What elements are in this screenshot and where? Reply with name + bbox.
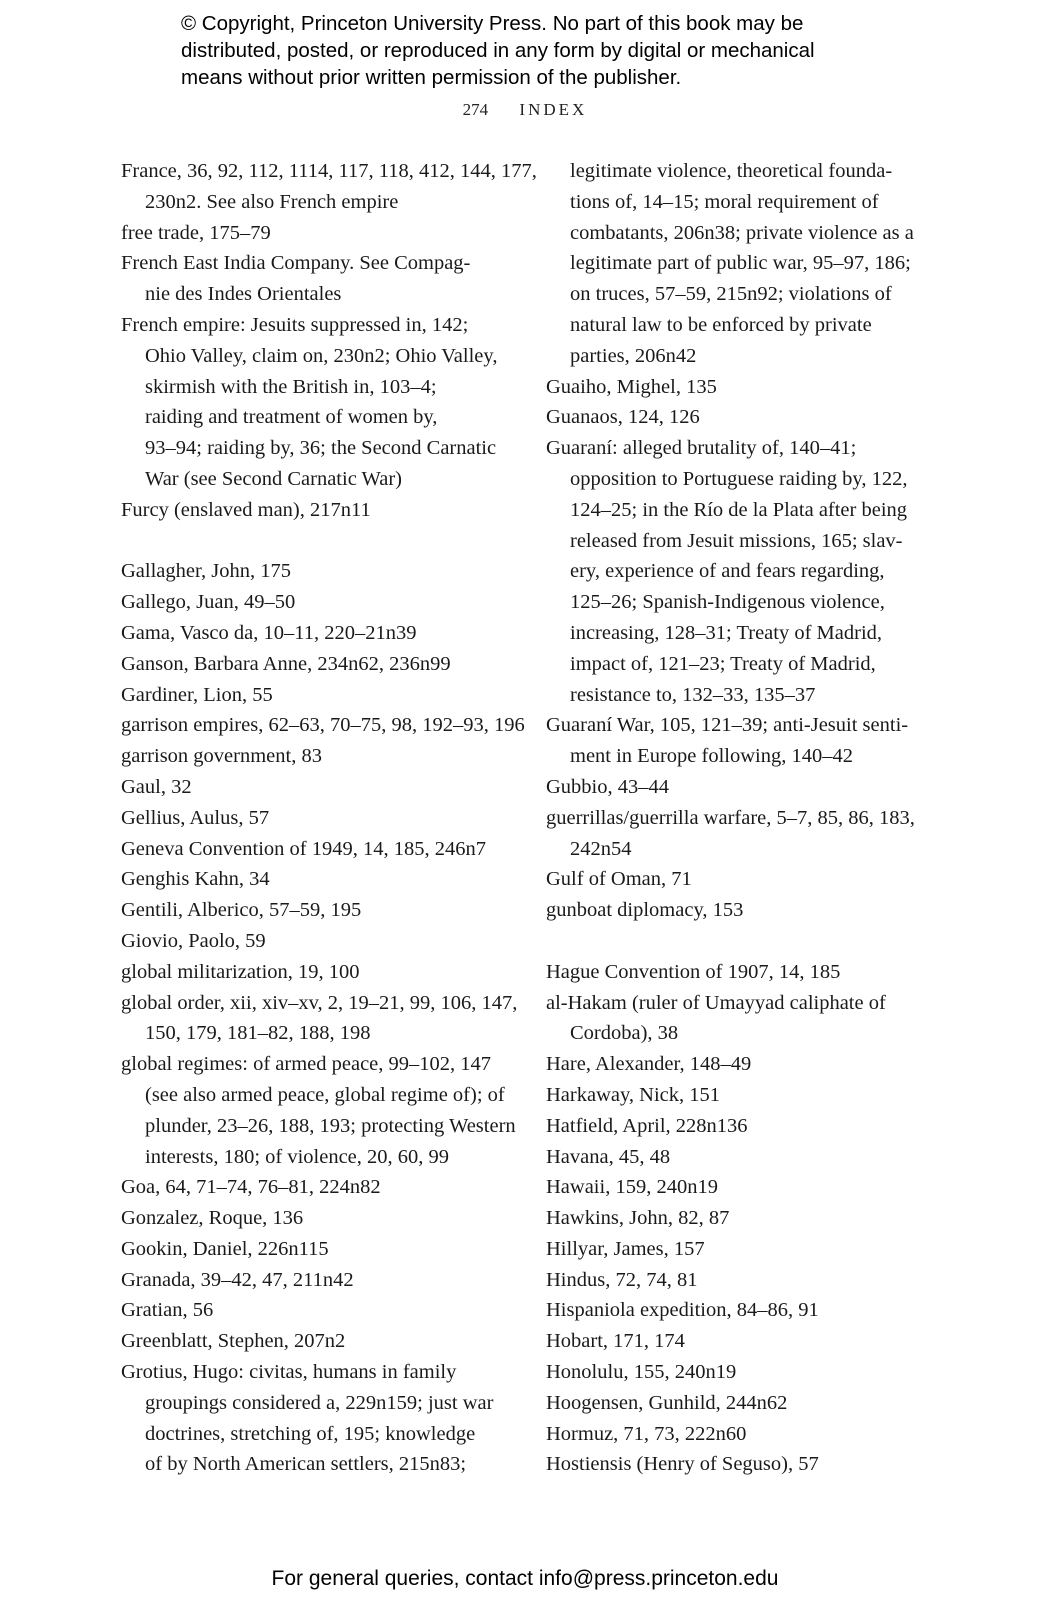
index-entry-line: global order, xii, xiv–xv, 2, 19–21, 99, 106, 147, [121, 991, 518, 1014]
index-entry [546, 1234, 946, 1265]
index-entry-line: global regimes: of armed peace, 99–102, 147 [121, 1053, 492, 1076]
index-entry-continuation: War (see Second Carnatic War) [145, 467, 403, 490]
index-entry-line: Gaul, 32 [121, 775, 192, 798]
index-entry-line: Hague Convention of 1907, 14, 185 [546, 960, 841, 983]
index-entry [121, 1172, 513, 1203]
index-entry [121, 864, 513, 895]
index-entry-continuation: nie des Indes Orientales [145, 283, 342, 306]
section-title: INDEX [519, 100, 588, 119]
page-number: 274 [462, 100, 489, 119]
index-entry [546, 1326, 946, 1357]
index-entry-continuation: 230n2. See also French empire [145, 190, 399, 213]
index-entry [121, 1265, 513, 1296]
index-entry-continuation: of by North American settlers, 215n83; [145, 1453, 467, 1476]
letter-group-gap [546, 926, 946, 957]
index-entry [546, 895, 946, 926]
index-entry [121, 1357, 513, 1480]
index-entry-line: Hatfield, April, 228n136 [546, 1114, 748, 1137]
index-entry-line: France, 36, 92, 112, 1114, 117, 118, 412, 144, 177, [121, 160, 537, 182]
index-entry-continuation: impact of, 121–23; Treaty of Madrid, [570, 652, 876, 675]
index-entry-line: gunboat diplomacy, 153 [546, 899, 744, 922]
index-column-left [121, 156, 537, 1480]
index-entry-line: Havana, 45, 48 [546, 1145, 671, 1168]
index-entry-continuation: ery, experience of and fears regarding, [570, 560, 885, 583]
index-entry-continuation: doctrines, stretching of, 195; knowledge [145, 1422, 476, 1445]
index-entry [121, 1234, 513, 1265]
index-entry-continuation: groupings considered a, 229n159; just war [145, 1391, 494, 1414]
index-entry [121, 1203, 513, 1234]
index-entry [121, 1049, 516, 1172]
index-entry-continuation: plunder, 23–26, 188, 193; protecting Western [145, 1114, 516, 1137]
index-entry-continuation: Ohio Valley, claim on, 230n2; Ohio Valley, [145, 344, 498, 367]
index-column-right [546, 156, 946, 1480]
index-entry [121, 587, 513, 618]
index-entry [121, 895, 513, 926]
index-entry-line: Hare, Alexander, 148–49 [546, 1053, 752, 1076]
index-entry [546, 1357, 946, 1388]
index-entry [546, 772, 946, 803]
index-entry-line: Genghis Kahn, 34 [121, 868, 270, 891]
letter-group-gap [121, 526, 513, 557]
copyright-line: distributed, posted, or reproduced in any form by digital or mechanical [181, 39, 815, 62]
index-entry-line: garrison empires, 62–63, 70–75, 98, 192–93, 196 [121, 714, 525, 737]
index-entry-line: Grotius, Hugo: civitas, humans in family [121, 1361, 457, 1384]
index-entry-line: Giovio, Paolo, 59 [121, 929, 266, 952]
index-entry [121, 218, 513, 249]
index-entry-line: Gallego, Juan, 49–50 [121, 591, 296, 614]
index-entry-line: Geneva Convention of 1949, 14, 185, 246n7 [121, 837, 486, 860]
index-entry-line: guerrillas/guerrilla warfare, 5–7, 85, 86, 183, [546, 806, 915, 829]
index-entry-line: Hobart, 171, 174 [546, 1330, 685, 1353]
index-entry-line: Honolulu, 155, 240n19 [546, 1361, 737, 1384]
index-entry-line: Gubbio, 43–44 [546, 775, 669, 798]
index-entry-line: Goa, 64, 71–74, 76–81, 224n82 [121, 1176, 381, 1199]
index-entry-line: Gookin, Daniel, 226n115 [121, 1237, 329, 1260]
index-entry-continuation: parties, 206n42 [570, 344, 697, 367]
index-entry-line: Hispaniola expedition, 84–86, 91 [546, 1299, 819, 1322]
index-entry [121, 988, 518, 1050]
index-entry-continuation: on truces, 57–59, 215n92; violations of [570, 283, 892, 306]
index-entry-continuation: interests, 180; of violence, 20, 60, 99 [145, 1145, 450, 1168]
copyright-line: means without prior written permission of the publisher. [181, 66, 682, 89]
index-entry [121, 618, 513, 649]
index-entry-line: Greenblatt, Stephen, 207n2 [121, 1330, 346, 1353]
index-entry [546, 988, 946, 1050]
index-entry-line: Gellius, Aulus, 57 [121, 806, 270, 829]
index-entry-continuation: increasing, 128–31; Treaty of Madrid, [570, 621, 883, 644]
index-entry [121, 957, 513, 988]
index-entry [121, 741, 513, 772]
copyright-notice [181, 10, 901, 91]
index-entry-line: Gratian, 56 [121, 1299, 214, 1322]
index-entry [546, 402, 946, 433]
index-entry [121, 1326, 513, 1357]
index-entry-line: al-Hakam (ruler of Umayyad caliphate of [546, 991, 886, 1014]
index-entry [121, 680, 513, 711]
index-entry [546, 710, 946, 772]
index-entry [121, 310, 513, 495]
index-entry-line: Hawaii, 159, 240n19 [546, 1176, 718, 1199]
index-entry-continuation: skirmish with the British in, 103–4; [145, 375, 437, 398]
index-entry [546, 1080, 946, 1111]
index-entry-line: Gentili, Alberico, 57–59, 195 [121, 899, 362, 922]
index-entry-line: free trade, 175–79 [121, 221, 271, 244]
index-entry [121, 248, 513, 310]
index-entry-continuation: legitimate part of public war, 95–97, 186; [570, 252, 911, 275]
index-entry-line: Ganson, Barbara Anne, 234n62, 236n99 [121, 652, 451, 675]
index-entry [546, 1449, 946, 1480]
index-entry-line: French East India Company. See Compag- [121, 252, 471, 275]
index-entry [546, 1049, 946, 1080]
index-entry-line: Furcy (enslaved man), 217n11 [121, 498, 371, 521]
index-entry-continuation: (see also armed peace, global regime of); of [145, 1083, 505, 1106]
index-entry-line: Hostiensis (Henry of Seguso), 57 [546, 1453, 819, 1476]
index-entry-line: Guanaos, 124, 126 [546, 406, 700, 429]
index-entry-line: Gardiner, Lion, 55 [121, 683, 273, 706]
index-entry-continuation: natural law to be enforced by private [570, 313, 872, 336]
index-entry [121, 649, 513, 680]
index-entry-line: Granada, 39–42, 47, 211n42 [121, 1268, 354, 1291]
index-entry [546, 1172, 946, 1203]
index-entry-line: Hillyar, James, 157 [546, 1237, 705, 1260]
index-entry-continuation: resistance to, 132–33, 135–37 [570, 683, 816, 706]
index-entry [121, 803, 513, 834]
running-head [0, 100, 1050, 120]
index-entry-line: Gama, Vasco da, 10–11, 220–21n39 [121, 621, 417, 644]
index-entry [121, 556, 513, 587]
index-entry-line: Guaraní: alleged brutality of, 140–41; [546, 437, 857, 460]
index-entry-continuation: legitimate violence, theoretical founda- [570, 160, 893, 182]
index-entry-line: Hoogensen, Gunhild, 244n62 [546, 1391, 788, 1414]
index-entry-continuation: 125–26; Spanish-Indigenous violence, [570, 591, 885, 614]
index-entry [121, 926, 513, 957]
index-entry [546, 1295, 946, 1326]
index-entry-line: Gonzalez, Roque, 136 [121, 1207, 304, 1230]
index-entry-continuation: tions of, 14–15; moral requirement of [570, 190, 879, 213]
footer-contact: For general queries, contact info@press.princeton.edu [271, 1567, 779, 1590]
index-entry [121, 1295, 513, 1326]
index-entry [121, 772, 513, 803]
index-entry-continuation: 93–94; raiding by, 36; the Second Carnatic [145, 437, 497, 460]
index-entry-line: global militarization, 19, 100 [121, 960, 360, 983]
index-entry [546, 1111, 946, 1142]
index-entry-continuation: 124–25; in the Río de la Plata after being [570, 498, 908, 521]
index-entry [121, 710, 525, 741]
index-entry [546, 957, 946, 988]
index-entry-continuation: raiding and treatment of women by, [145, 406, 438, 429]
index-entry-line: Guaraní War, 105, 121–39; anti-Jesuit senti- [546, 714, 909, 737]
index-entry-continuation: ment in Europe following, 140–42 [570, 745, 853, 768]
index-entry [121, 495, 513, 526]
copyright-line: © Copyright, Princeton University Press. No part of this book may be [181, 12, 804, 35]
index-entry-continuation: Cordoba), 38 [570, 1022, 679, 1045]
index-entry-line: garrison government, 83 [121, 745, 322, 768]
index-entry-continuation: combatants, 206n38; private violence as a [570, 221, 914, 244]
index-entry-continuation: 150, 179, 181–82, 188, 198 [145, 1022, 371, 1045]
index-entry-continuation: 242n54 [570, 837, 632, 860]
index-entry-line: Hindus, 72, 74, 81 [546, 1268, 698, 1291]
index-entry-line: Harkaway, Nick, 151 [546, 1083, 720, 1106]
index-entry-line: French empire: Jesuits suppressed in, 142; [121, 313, 469, 336]
index-entry [546, 1142, 946, 1173]
index-entry-line: Guaiho, Mighel, 135 [546, 375, 717, 398]
index-entry-continuation: released from Jesuit missions, 165; slav- [570, 529, 903, 552]
index-entry [121, 834, 513, 865]
index-entry [546, 864, 946, 895]
index-entry-continuation: opposition to Portuguese raiding by, 122, [570, 467, 908, 490]
index-entry [546, 1265, 946, 1296]
index-entry [546, 1203, 946, 1234]
index-entry-line: Gallagher, John, 175 [121, 560, 291, 583]
index-entry [546, 1419, 946, 1450]
index-entry-line: Gulf of Oman, 71 [546, 868, 692, 891]
index-entry-line: Hawkins, John, 82, 87 [546, 1207, 730, 1230]
index-entry-line: Hormuz, 71, 73, 222n60 [546, 1422, 747, 1445]
index-entry [546, 433, 946, 710]
index-entry [546, 156, 946, 372]
index-entry [546, 1388, 946, 1419]
index-entry [546, 803, 946, 865]
index-entry [121, 156, 537, 218]
index-entry [546, 372, 946, 403]
